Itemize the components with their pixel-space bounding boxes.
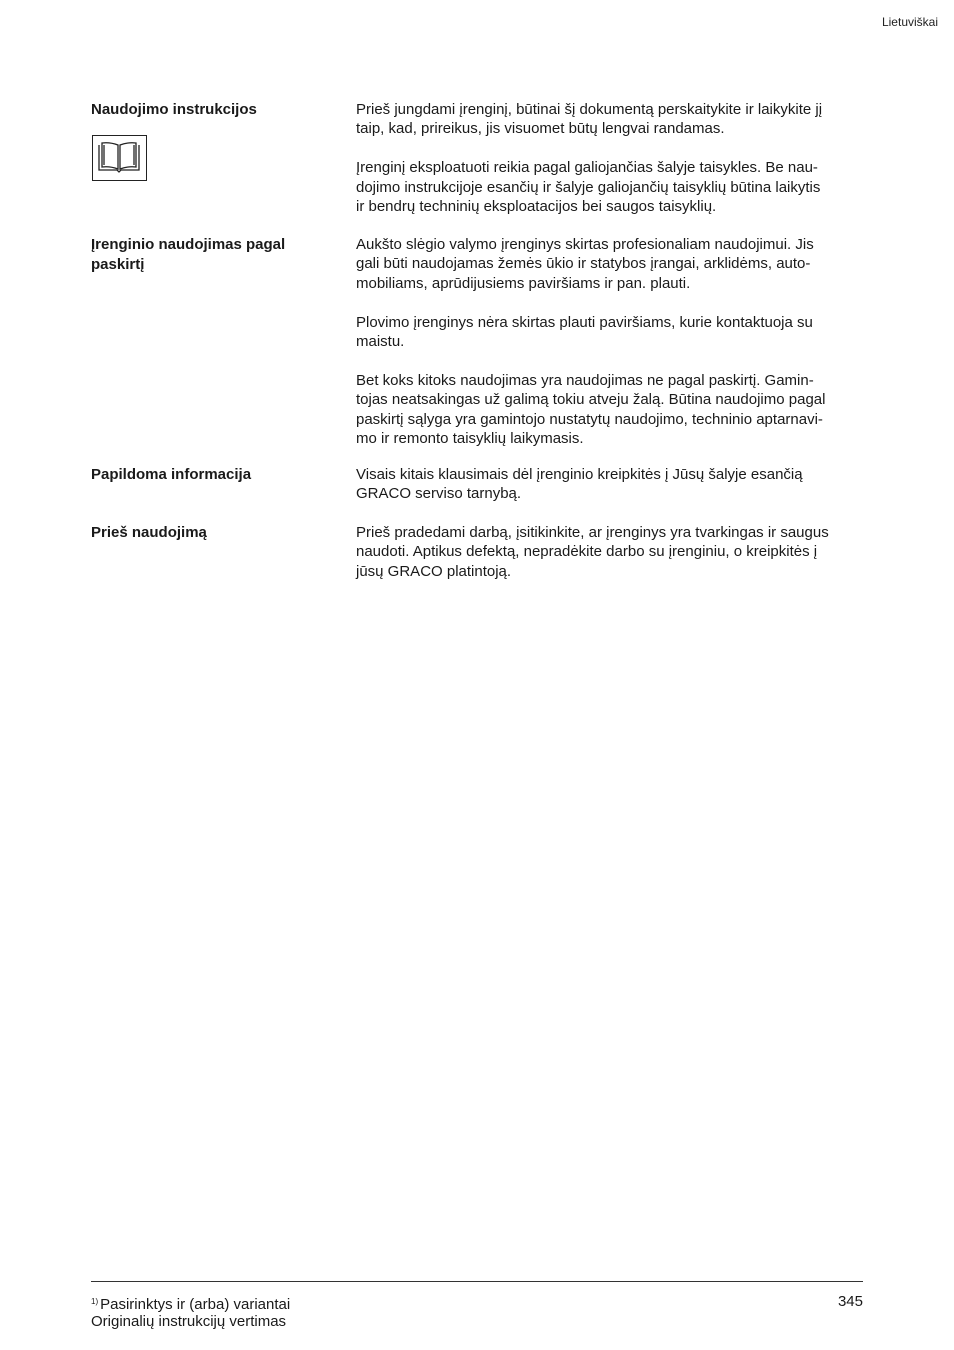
section-body-additional-info xyxy=(356,465,866,504)
section-body-before-use xyxy=(356,523,866,581)
book-icon xyxy=(92,135,147,181)
translation-note: Originalių instrukcijų vertimas xyxy=(91,1313,287,1330)
paragraph: Visais kitais klausimais dėl įrenginio kreipkitės į Jūsų šalyje esančią GRACO serviso tarnybą. xyxy=(356,466,803,503)
paragraph: Bet koks kitoks naudojimas yra naudojimas ne pagal paskirtį. Gamin- tojas neatsakingas už galimą tokiu atveju žalą. Būtina naudojimo pagal paskirtį sąlyga yra gamintojo nustatytų naudojimo, techninio aptarnavi- mo ir remonto taisyklių laikymasis. xyxy=(356,371,826,448)
paragraph: Įrenginį eksploatuoti reikia pagal galiojančias šalyje taisykles. Be nau- dojimo instrukcijoje esančių ir šalyje galiojančių taisyklių būtina laikytis ir bendrų techninių eksploatacijos bei saugos taisyklių. xyxy=(356,159,821,216)
section-heading-additional-info: Papildoma informacija xyxy=(91,466,252,483)
footnote-marker: 1) xyxy=(91,1297,99,1306)
page-number: 345 xyxy=(837,1293,863,1310)
paragraph: Plovimo įrenginys nėra skirtas plauti paviršiams, kurie kontaktuoja su maistu. xyxy=(356,313,813,351)
section-heading-before-use: Prieš naudojimą xyxy=(91,524,207,541)
section-body-intended-use xyxy=(356,235,866,448)
paragraph: Aukšto slėgio valymo įrenginys skirtas profesionaliam naudojimui. Jis gali būti naudojamas žemės ūkio ir statybos įrangai, arklidėms, auto- mobiliams, aprūdijusiems paviršiams ir pan. plauti. xyxy=(356,236,814,292)
paragraph: Prieš pradedami darbą, įsitikinkite, ar įrenginys yra tvarkingas ir saugus naudoti. Aptikus defektą, nepradėkite darbo su įrenginiu, o kreipkitės į jūsų GRACO platintoją. xyxy=(356,524,829,580)
language-label: Lietuviškai xyxy=(881,15,938,29)
section-heading-operating-instructions: Naudojimo instrukcijos xyxy=(91,101,257,118)
section-heading-intended-use: Įrenginio naudojimas pagal paskirtį xyxy=(91,236,286,273)
paragraph: Prieš jungdami įrenginį, būtinai šį dokumentą perskaitykite ir laikykite jį taip, kad, prireikus, jis visuomet būtų lengvai randamas. xyxy=(356,101,823,138)
footnote-text: Pasirinktys ir (arba) variantai xyxy=(100,1296,291,1313)
section-body-operating-instructions xyxy=(356,100,866,216)
footer-divider xyxy=(91,1281,863,1282)
